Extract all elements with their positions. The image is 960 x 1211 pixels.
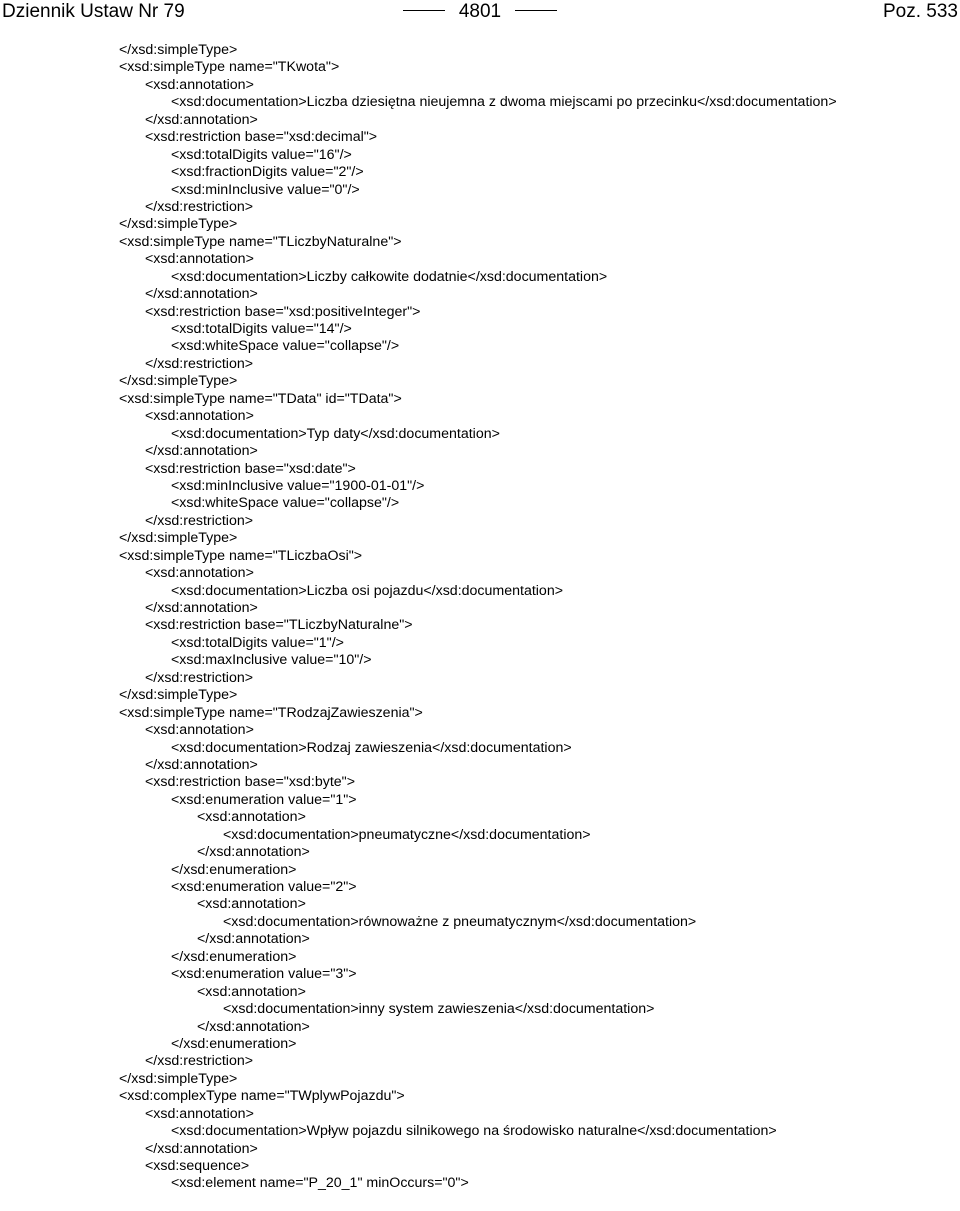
journal-title: Dziennik Ustaw Nr 79 xyxy=(2,1,185,22)
code-line: <xsd:minInclusive value="0"/> xyxy=(171,181,360,198)
code-line: </xsd:simpleType> xyxy=(119,530,238,547)
code-line: <xsd:annotation> xyxy=(145,1105,254,1122)
position-number: Poz. 533 xyxy=(883,1,958,22)
code-line: <xsd:documentation>Typ daty</xsd:documentation> xyxy=(171,425,500,442)
code-line: </xsd:restriction> xyxy=(145,1053,254,1070)
code-line: <xsd:complexType name="TWplywPojazdu"> xyxy=(119,1088,405,1105)
code-line: <xsd:documentation>Liczby całkowite dodatnie</xsd:documentation> xyxy=(171,268,608,285)
code-line: <xsd:restriction base="xsd:decimal"> xyxy=(145,129,378,146)
code-line: <xsd:documentation>równoważne z pneumatycznym</xsd:documentation> xyxy=(223,913,697,930)
code-line: <xsd:whiteSpace value="collapse"/> xyxy=(171,338,400,355)
code-line: <xsd:restriction base="TLiczbyNaturalne"> xyxy=(145,617,413,634)
code-line: </xsd:simpleType> xyxy=(119,687,238,704)
code-line: </xsd:annotation> xyxy=(145,286,258,303)
code-line: <xsd:element name="P_20_1" minOccurs="0"> xyxy=(171,1175,469,1192)
code-line: </xsd:simpleType> xyxy=(119,1070,238,1087)
code-line: </xsd:annotation> xyxy=(145,111,258,128)
code-line: <xsd:annotation> xyxy=(145,76,254,93)
code-line: </xsd:enumeration> xyxy=(171,1035,297,1052)
code-line: <xsd:minInclusive value="1900-01-01"/> xyxy=(171,477,425,494)
code-line: </xsd:simpleType> xyxy=(119,42,238,58)
code-line: <xsd:enumeration value="3"> xyxy=(171,966,357,983)
code-line: </xsd:annotation> xyxy=(197,844,310,861)
code-line: <xsd:documentation>Liczba dziesiętna nieujemna z dwoma miejscami po przecinku</xsd:documentation> xyxy=(171,94,837,111)
code-line: <xsd:enumeration value="2"> xyxy=(171,879,357,895)
code-line: <xsd:restriction base="xsd:date"> xyxy=(145,460,356,477)
code-line: <xsd:annotation> xyxy=(145,722,254,739)
code-line: <xsd:restriction base="xsd:positiveInteger"> xyxy=(145,303,421,320)
code-line: <xsd:restriction base="xsd:byte"> xyxy=(145,774,355,791)
code-line: </xsd:enumeration> xyxy=(171,948,297,965)
code-line: <xsd:simpleType name="TLiczbaOsi"> xyxy=(119,547,363,564)
code-line: </xsd:simpleType> xyxy=(119,373,238,390)
page-number-dash-right xyxy=(515,10,557,11)
code-line: </xsd:annotation> xyxy=(145,1140,258,1157)
code-line: <xsd:annotation> xyxy=(197,809,306,826)
code-line: <xsd:maxInclusive value="10"/> xyxy=(171,652,372,669)
code-line: </xsd:restriction> xyxy=(145,512,254,529)
code-line: </xsd:annotation> xyxy=(197,931,310,948)
code-line: </xsd:annotation> xyxy=(145,443,258,460)
code-line: <xsd:annotation> xyxy=(197,983,306,1000)
code-line: <xsd:totalDigits value="14"/> xyxy=(171,321,352,337)
code-line: <xsd:enumeration value="1"> xyxy=(171,791,357,808)
code-line: <xsd:sequence> xyxy=(145,1158,250,1174)
code-line: <xsd:simpleType name="TRodzajZawieszenia"> xyxy=(119,704,423,721)
code-line: </xsd:restriction> xyxy=(145,198,254,215)
code-line: </xsd:simpleType> xyxy=(119,216,238,233)
code-line: <xsd:totalDigits value="1"/> xyxy=(171,634,344,651)
code-line: </xsd:annotation> xyxy=(197,1018,310,1035)
code-line: </xsd:annotation> xyxy=(145,600,258,616)
code-line: <xsd:simpleType name="TData" id="TData"> xyxy=(119,390,402,407)
code-line: <xsd:totalDigits value="16"/> xyxy=(171,146,352,163)
page-number-block xyxy=(0,0,960,24)
code-line: <xsd:annotation> xyxy=(197,896,306,913)
code-line: <xsd:annotation> xyxy=(145,565,254,582)
code-line: </xsd:restriction> xyxy=(145,355,254,372)
code-line: <xsd:whiteSpace value="collapse"/> xyxy=(171,495,400,512)
code-line: <xsd:fractionDigits value="2"/> xyxy=(171,164,364,181)
page-header xyxy=(0,0,960,30)
code-line: <xsd:documentation>Wpływ pojazdu silnikowego na środowisko naturalne</xsd:documentation> xyxy=(171,1123,777,1140)
code-line: <xsd:documentation>pneumatyczne</xsd:documentation> xyxy=(223,826,591,843)
code-line: <xsd:documentation>Liczba osi pojazdu</xsd:documentation> xyxy=(171,582,563,599)
code-line: <xsd:documentation>Rodzaj zawieszenia</xsd:documentation> xyxy=(171,739,572,756)
xsd-code-listing xyxy=(0,42,960,1193)
code-line: <xsd:simpleType name="TLiczbyNaturalne"> xyxy=(119,233,402,250)
code-line: </xsd:restriction> xyxy=(145,669,254,686)
page-number-dash-left xyxy=(403,10,445,11)
page-number: 4801 xyxy=(458,1,502,22)
code-line: <xsd:documentation>inny system zawieszenia</xsd:documentation> xyxy=(223,1001,655,1018)
code-line: <xsd:annotation> xyxy=(145,251,254,268)
code-line: <xsd:annotation> xyxy=(145,408,254,425)
code-line: </xsd:annotation> xyxy=(145,756,258,773)
code-line: <xsd:simpleType name="TKwota"> xyxy=(119,59,340,76)
code-line: </xsd:enumeration> xyxy=(171,861,297,878)
